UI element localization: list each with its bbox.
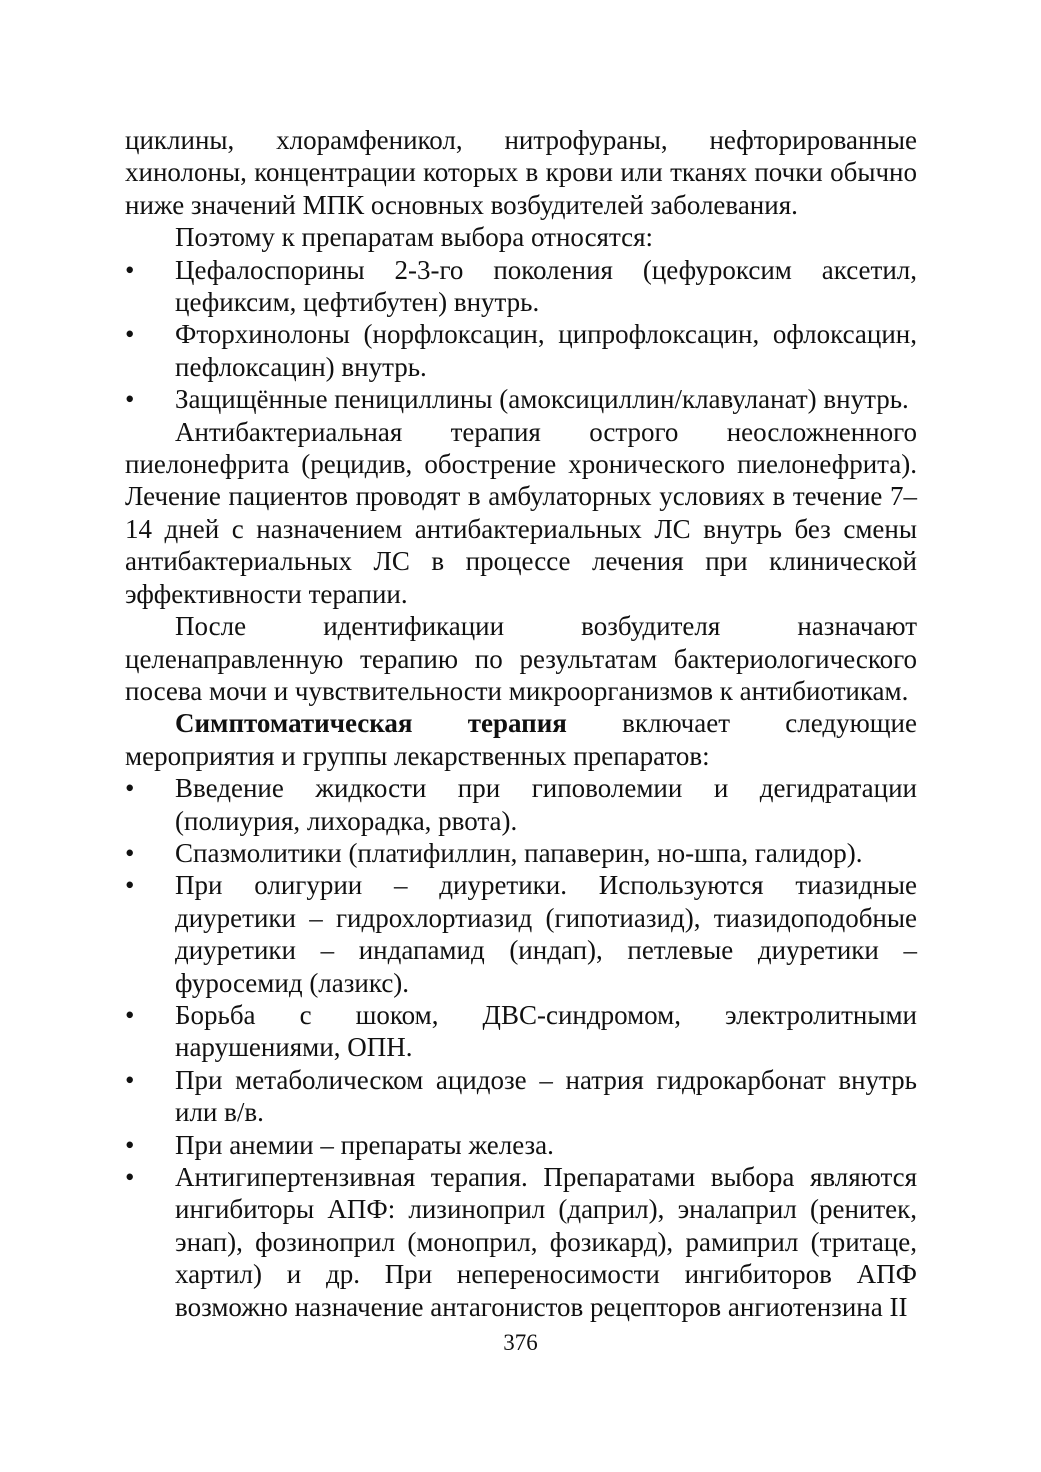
bullet-icon: • — [125, 773, 135, 804]
list-item — [125, 383, 917, 415]
bullet-icon: • — [125, 837, 135, 868]
acute-therapy-paragraph: Антибактериальная терапия острого неосложненного пиелонефрита (рецидив, обострение хронического пиелонефрита). Лечение пациентов проводят в амбулаторных условиях в течение 7–14 дней с назначением антибактериальных ЛС внутрь без смены антибактериальных ЛС в процессе лечения при клинической эффективности терапии. — [125, 416, 917, 609]
bullet-icon: • — [125, 999, 135, 1030]
list-item — [125, 772, 917, 837]
list-item-text: Спазмолитики (платифиллин, папаверин, но-шпа, галидор). — [175, 837, 863, 868]
list-item-text: Антигипертензивная терапия. Препаратами выбора являются ингибиторы АПФ: лизиноприл (даприл), эналаприл (ренитек, энап), фозиноприл (моноприл, фозикард), рамиприл (тритаце, хартил) и др. При непереносимости ингибиторов АПФ возможно назначение антагонистов рецепторов ангиотензина II — [175, 1162, 917, 1322]
list-item-text: Борьба с шоком, ДВС-синдромом, электролитными нарушениями, ОПН. — [175, 999, 917, 1063]
list-item — [125, 1161, 917, 1323]
list-item-text: Цефалоспорины 2-3-го поколения (цефуроксим аксетил, цефиксим, цефтибутен) внутрь. — [175, 254, 917, 318]
list-item — [125, 837, 917, 869]
page-number: 376 — [503, 1330, 538, 1355]
bullet-icon: • — [125, 870, 135, 901]
bullet-icon: • — [125, 254, 135, 285]
list-item-text: Фторхинолоны (норфлоксацин, ципрофлоксацин, офлоксацин, пефлоксацин) внутрь. — [175, 319, 917, 382]
continuation-paragraph: циклины, хлорамфеникол, нитрофураны, нефторированные хинолоны, концентрации которых в крови или тканях почки обычно ниже значений МПК основных возбудителей заболевания. — [125, 125, 917, 220]
list-item — [125, 869, 917, 999]
choice-intro-paragraph: Поэтому к препаратам выбора относятся: — [175, 222, 654, 253]
bullet-icon: • — [125, 384, 135, 415]
list-item — [125, 999, 917, 1064]
page-text — [125, 124, 917, 1323]
bullet-icon: • — [125, 1162, 135, 1192]
drugs-of-choice-list — [125, 254, 917, 416]
list-item-text: Защищённые пенициллины (амоксициллин/клавуланат) внутрь. — [175, 384, 909, 415]
symptomatic-intro-text: включает следующие мероприятия и группы лекарственных препаратов: — [125, 708, 917, 771]
list-item — [125, 254, 917, 319]
list-item-text: Введение жидкости при гиповолемии и дегидратации (полиурия, лихорадка, рвота). — [175, 773, 917, 836]
list-item — [125, 1129, 917, 1161]
list-item-text: При олигурии – диуретики. Используются тиазидные диуретики – гидрохлортиазид (гипотиазид), тиазидоподобные диуретики – индапамид (индап), петлевые диуретики – фуросемид (лазикс). — [175, 870, 917, 998]
list-item-text: При метаболическом ацидозе – натрия гидрокарбонат внутрь или в/в. — [175, 1064, 917, 1128]
bullet-icon: • — [125, 319, 135, 350]
symptomatic-heading: Симптоматическая терапия — [175, 708, 567, 739]
symptomatic-measures-list — [125, 772, 917, 1323]
bullet-icon: • — [125, 1064, 135, 1095]
list-item — [125, 1064, 917, 1129]
list-item — [125, 318, 917, 383]
targeted-therapy-paragraph: После идентификации возбудителя назначают целенаправленную терапию по результатам бактериологического посева мочи и чувствительности микроорганизмов к антибиотикам. — [125, 611, 917, 706]
symptomatic-therapy-paragraph — [125, 707, 917, 772]
list-item-text: При анемии – препараты железа. — [175, 1129, 554, 1160]
bullet-icon: • — [125, 1129, 135, 1160]
